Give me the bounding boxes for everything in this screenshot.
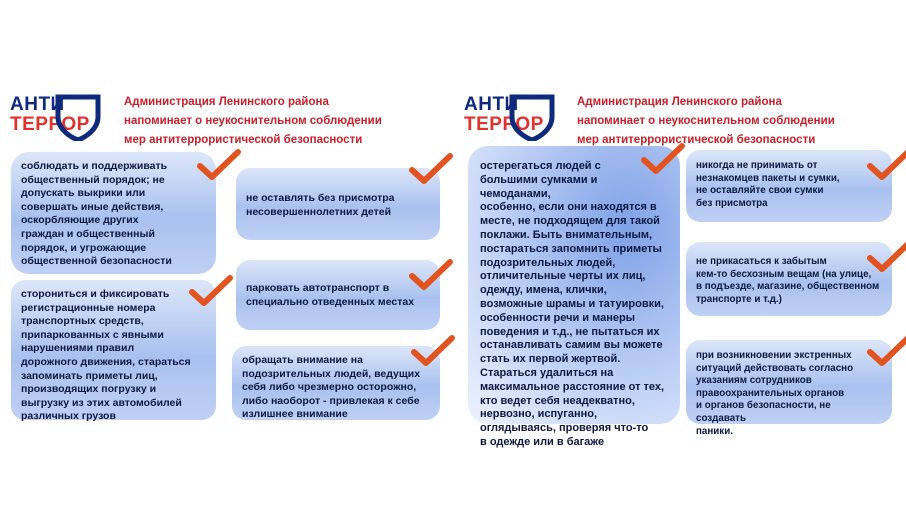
rule-card-large — [468, 146, 680, 448]
rule-card — [686, 242, 892, 316]
logo-word-anti: АНТИ — [10, 94, 65, 115]
logo-word-anti: АНТИ — [464, 94, 519, 115]
rule-text: парковать автотранспорт в специально отведенных местах — [246, 282, 415, 308]
antiterror-logo-left — [10, 93, 102, 141]
rule-text: не оставлять без присмотра несовершеннолетних детей — [246, 192, 395, 218]
rule-text: остерегаться людей с большими сумками и чемоданами, особенно, если они находятся в месте, не подходящем для такой поклажи. Быть внимательным, постараться запомнить приметы подозрительных людей, отличительные черты их лиц, одежду, имена, клички, возможные шрамы и татуировки, особенности речи и манеры поведения и т.д., не пытаться их останавливать самим вы можете стать их первой жертвой. Стараться удалиться на максимальное расстояние от тех, кто ведет себя неадекватно, нервозно, испуганно, оглядываясь, проверяя что-то в одежде или в багаже — [480, 160, 665, 448]
rule-card — [11, 152, 216, 274]
logo-word-terror: ТЕРРОР — [464, 114, 544, 135]
rule-text: сторониться и фиксировать регистрационные номера транспортных средств, припаркованных с явными нарушениями правил дорожного движения, стараться запоминать приметы лиц, производящих погрузку и выгрузку из этих автомобилей различных грузов — [21, 288, 191, 423]
check-icon — [408, 258, 454, 292]
page-header-left: Администрация Ленинского района напоминает о неукоснительном соблюдении мер антитеррористической безопасности — [124, 96, 382, 146]
check-icon — [866, 334, 906, 368]
shield-icon — [502, 93, 556, 141]
check-icon — [866, 148, 906, 182]
rule-text: соблюдать и поддерживать общественный порядок; не допускать выкрики или совершать иные действия, оскорбляющие других граждан и общественный порядок, и угрожающие общественной безопасности — [21, 160, 172, 268]
check-icon — [408, 152, 454, 186]
rule-card — [11, 280, 216, 423]
rule-text: никогда не принимать от незнакомцев пакеты и сумки, не оставляйте свои сумки без присмотра — [696, 160, 840, 209]
rule-text: при возникновении экстренных ситуаций действовать согласно указаниям сотрудников правоохранительных органов и органов безопасности, не создавать паники. — [696, 350, 854, 437]
rule-card — [686, 340, 892, 437]
logo-word-terror: ТЕРРОР — [10, 114, 90, 135]
shield-icon — [48, 93, 102, 141]
check-icon — [866, 240, 906, 274]
check-icon — [640, 142, 686, 176]
rule-card — [686, 150, 892, 222]
check-icon — [410, 334, 456, 368]
page-header-right: Администрация Ленинского района напоминает о неукоснительном соблюдении мер антитеррористической безопасности — [577, 96, 835, 146]
rule-text: не прикасаться к забытым кем-то бесхозным вещам (на улице, в подъезде, магазине, общественном транспорте и т.д.) — [696, 256, 880, 305]
check-icon — [188, 274, 234, 308]
rule-text: обращать внимание на подозрительных людей, ведущих себя либо чрезмерно осторожно, либо наоборот - привлекая к себе излишнее внимание — [242, 354, 421, 421]
antiterror-logo-right — [464, 93, 556, 141]
check-icon — [196, 148, 242, 182]
rule-card — [232, 346, 440, 420]
